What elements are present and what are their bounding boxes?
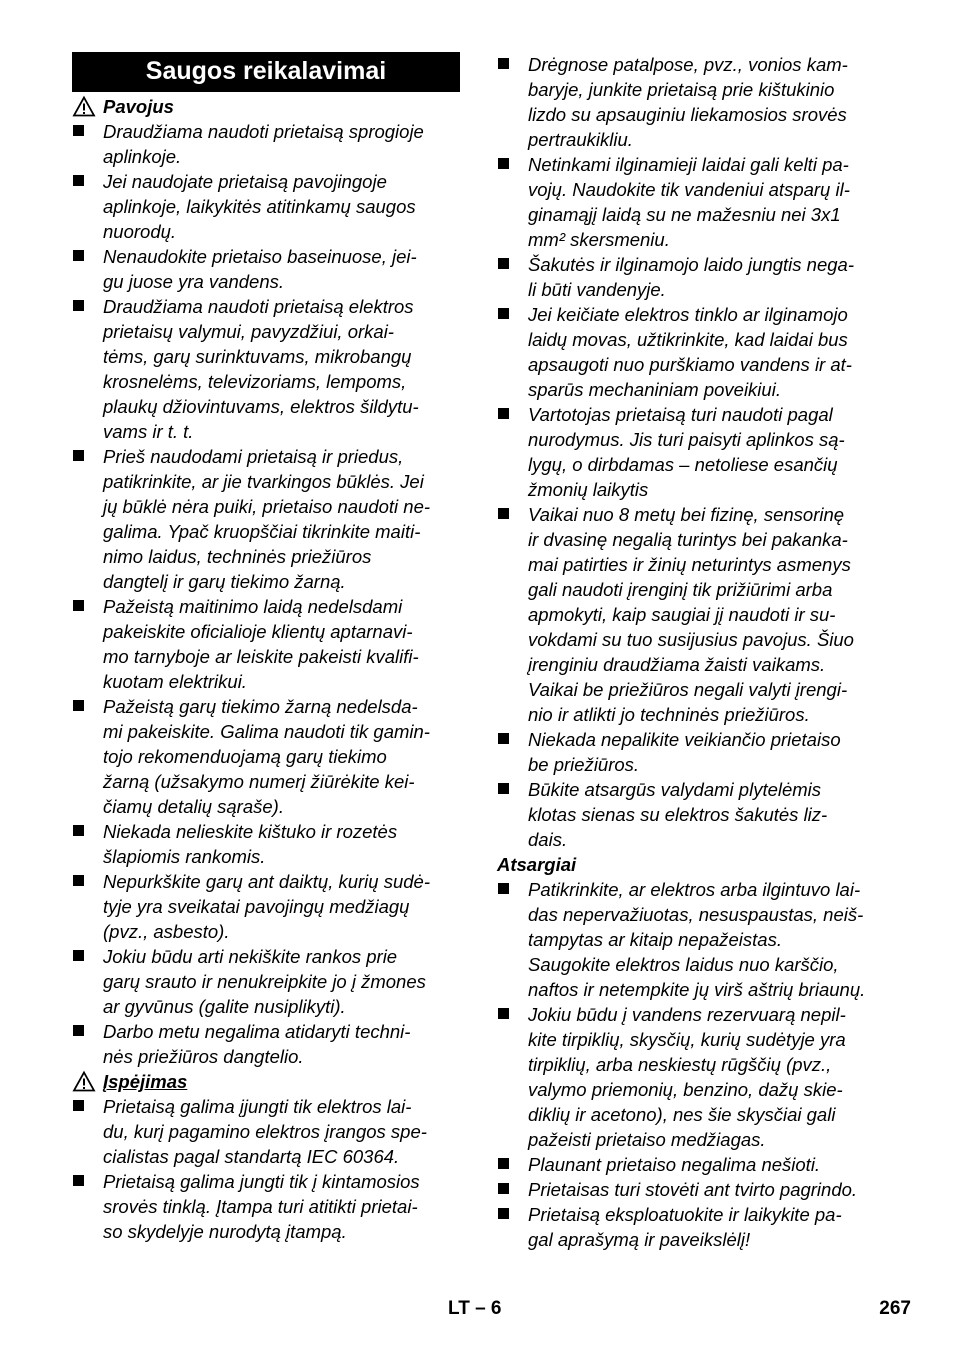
bullet-icon: [498, 408, 509, 419]
list-item-line: Šakutės ir ilginamojo laido jungtis nega-: [528, 254, 854, 275]
list-item-line: mi pakeiskite. Galima naudoti tik gamin-: [103, 721, 430, 742]
warning-triangle-icon: [72, 1069, 96, 1094]
bullet-icon: [73, 875, 84, 886]
list-item-line: Prietaisą galima jungti tik į kintamosios: [103, 1171, 420, 1192]
list-item-line: apmokyti, kaip saugiai jį naudoti ir su-: [528, 604, 836, 625]
list-item: [72, 444, 460, 594]
list-item-line: pakeiskite oficialioje klientų aptarnavi-: [103, 621, 413, 642]
list-item-line: lygų, o dirbdamas – netoliese esančių: [528, 454, 838, 475]
list-item-line: Pažeistą maitinimo laidą nedelsdami: [103, 596, 403, 617]
list-item-line: galima. Ypač kruopščiai tikrinkite maiti-: [103, 521, 421, 542]
list-item-line: vokdami su tuo susijusius pavojus. Šiuo: [528, 629, 854, 650]
list-item: [497, 502, 889, 727]
list-item-line: Draudžiama naudoti prietaisą sprogioje: [103, 121, 424, 142]
list-item: [497, 1202, 889, 1252]
list-item-line: Nepurkškite garų ant daiktų, kurių sudė-: [103, 871, 431, 892]
list-item-line: krosnelėms, televizoriams, lempoms,: [103, 371, 407, 392]
list-item-line: įrenginiu draudžiama žaisti vaikams.: [528, 654, 826, 675]
footer-page-number: 267: [879, 1298, 911, 1319]
bullet-icon: [498, 258, 509, 269]
bullet-icon: [498, 883, 509, 894]
list-item-line: ar gyvūnus (galite nusiplikyti).: [103, 996, 346, 1017]
list-item-line: Darbo metu negalima atidaryti techni-: [103, 1021, 411, 1042]
list-item-line: dangtelį ir garų tiekimo žarną.: [103, 571, 346, 592]
list-item: [72, 244, 460, 294]
list-item: [72, 1094, 460, 1169]
list-item-line: tampytas ar kitaip nepažeistas.: [528, 929, 782, 950]
list-item-line: Pažeistą garų tiekimo žarną nedelsda-: [103, 696, 418, 717]
list-item-line: Plaunant prietaiso negalima nešioti.: [528, 1154, 821, 1175]
list-item-line: vams ir t. t.: [103, 421, 194, 442]
bullet-icon: [498, 1158, 509, 1169]
list-item: [497, 1152, 889, 1177]
bullet-icon: [498, 1183, 509, 1194]
list-item-line: du, kurį pagamino elektros įrangos spe-: [103, 1121, 427, 1142]
list-item: [72, 1169, 460, 1244]
list-item-line: Nenaudokite prietaiso baseinuose, jei-: [103, 246, 417, 267]
bullet-icon: [498, 1208, 509, 1219]
list-item-line: lizdo su apsauginiu liekamosios srovės: [528, 104, 847, 125]
list-item: [497, 727, 889, 777]
list-item: [72, 119, 460, 169]
list-item-line: tėms, garų surinktuvams, mikrobangų: [103, 346, 412, 367]
list-item-line: garų srauto ir nenukreipkite jo į žmones: [103, 971, 426, 992]
list-item-line: mo tarnyboje ar leiskite pakeisti kvalifi-: [103, 646, 419, 667]
list-item-line: baryje, junkite prietaisą prie kištukinio: [528, 79, 835, 100]
list-item-line: Būkite atsargūs valydami plytelėmis: [528, 779, 822, 800]
list-item: [72, 944, 460, 1019]
list-item-line: Patikrinkite, ar elektros arba ilgintuvo lai-: [528, 879, 861, 900]
list-item-line: Netinkami ilginamieji laidai gali kelti pa-: [528, 154, 849, 175]
list-item-line: tyje yra sveikatai pavojingų medžiagų: [103, 896, 410, 917]
list-item-line: tojo rekomenduojamą garų tiekimo: [103, 746, 387, 767]
list-item-line: ginamąjį laidą su ne mažesniu nei 3x1: [528, 204, 841, 225]
list-item-line: naftos ir netempkite jų virš aštrių briaunų.: [528, 979, 866, 1000]
bullet-icon: [73, 600, 84, 611]
danger-list: [72, 119, 460, 1069]
list-item-line: das nepervažiuotas, nesuspaustas, neiš-: [528, 904, 864, 925]
list-item: [497, 402, 889, 502]
list-item: [72, 869, 460, 944]
list-item: [72, 819, 460, 869]
bullet-icon: [498, 308, 509, 319]
list-item-line: aplinkoje.: [103, 146, 182, 167]
section-title: Saugos reikalavimai: [72, 52, 460, 92]
bullet-icon: [498, 508, 509, 519]
list-item-line: Jei keičiate elektros tinklo ar ilginamojo: [528, 304, 848, 325]
list-item-line: gali naudoti įrenginį tik prižiūrimi arba: [528, 579, 833, 600]
list-item-line: nio ir atlikti jo techninės priežiūros.: [528, 704, 810, 725]
list-item-line: klotas sienas su elektros šakutės liz-: [528, 804, 828, 825]
bullet-icon: [73, 300, 84, 311]
list-item: [72, 594, 460, 694]
list-item-line: li būti vandenyje.: [528, 279, 666, 300]
bullet-icon: [498, 783, 509, 794]
bullet-icon: [73, 1025, 84, 1036]
list-item-line: diklių ir acetono), nes šie skysčiai gali: [528, 1104, 836, 1125]
list-item: [72, 1019, 460, 1069]
bullet-icon: [73, 250, 84, 261]
bullet-icon: [73, 1100, 84, 1111]
list-item-line: Jokiu būdu į vandens rezervuarą nepil-: [528, 1004, 846, 1025]
list-item-line: Saugokite elektros laidus nuo karščio,: [528, 954, 839, 975]
warning-triangle-icon: [72, 94, 96, 119]
list-item-line: pertraukikliu.: [528, 129, 633, 150]
warning-list: [72, 1094, 460, 1244]
list-item-line: patikrinkite, ar jie tvarkingos būklės. Jei: [103, 471, 424, 492]
list-item-line: žarną (užsakymo numerį žiūrėkite kei-: [103, 771, 415, 792]
danger-heading: [72, 94, 460, 119]
list-item-line: prietaisų valymui, pavyzdžiui, orkai-: [103, 321, 394, 342]
list-item-line: Prietaisą galima įjungti tik elektros lai-: [103, 1096, 412, 1117]
list-item: [72, 294, 460, 444]
list-item-line: čiamų detalių sąraše).: [103, 796, 284, 817]
list-item: [497, 52, 889, 152]
list-item-line: nurodymus. Jis turi paisyti aplinkos są-: [528, 429, 845, 450]
warning-heading-label: Įspėjimas: [103, 1071, 188, 1092]
list-item-line: mai patirties ir žinių neturintys asmenys: [528, 554, 851, 575]
list-item: [497, 1002, 889, 1152]
left-column: [72, 52, 460, 1244]
list-item-line: kite tirpiklių, skysčių, kurių sudėtyje yra: [528, 1029, 846, 1050]
list-item: [497, 1177, 889, 1202]
bullet-icon: [73, 950, 84, 961]
list-item-line: Draudžiama naudoti prietaisą elektros: [103, 296, 414, 317]
list-item-line: dais.: [528, 829, 568, 850]
list-item-line: Vaikai be priežiūros negali valyti įrengi-: [528, 679, 848, 700]
list-item: [497, 302, 889, 402]
list-item: [497, 152, 889, 252]
list-item-line: Prietaisas turi stovėti ant tvirto pagrindo.: [528, 1179, 858, 1200]
list-item-line: nimo laidus, techninės priežiūros: [103, 546, 372, 567]
list-item-line: Prieš naudodami prietaisą ir priedus,: [103, 446, 404, 467]
list-item-line: jų būklė nėra puiki, prietaiso naudoti ne-: [103, 496, 431, 517]
list-item: [497, 252, 889, 302]
bullet-icon: [498, 733, 509, 744]
list-item-line: gu juose yra vandens.: [103, 271, 285, 292]
list-item: [497, 777, 889, 852]
bullet-icon: [498, 58, 509, 69]
list-item-line: srovės tinklą. Įtampa turi atitikti prietai-: [103, 1196, 418, 1217]
list-item-line: be priežiūros.: [528, 754, 640, 775]
bullet-icon: [73, 175, 84, 186]
caution-heading: Atsargiai: [497, 854, 577, 875]
warning-heading: [72, 1069, 460, 1094]
list-item-line: Niekada nelieskite kištuko ir rozetės: [103, 821, 398, 842]
list-item: [72, 169, 460, 244]
list-item-line: ir dvasinę negalią turintys bei pakanka-: [528, 529, 848, 550]
list-item-line: so skydelyje nurodytą įtampą.: [103, 1221, 347, 1242]
list-item-line: laidų movas, užtikrinkite, kad laidai bus: [528, 329, 848, 350]
list-item-line: valymo priemonių, benzino, dažų skie-: [528, 1079, 843, 1100]
bullet-icon: [498, 1008, 509, 1019]
list-item-line: gal aprašymą ir paveikslėlį!: [528, 1229, 751, 1250]
list-item-line: plaukų džiovintuvams, elektros šildytu-: [103, 396, 419, 417]
list-item-line: pažeisti prietaiso medžiagas.: [528, 1129, 766, 1150]
list-item-line: (pvz., asbesto).: [103, 921, 230, 942]
danger-heading-label: Pavojus: [103, 96, 174, 117]
list-item-line: Vartotojas prietaisą turi naudoti pagal: [528, 404, 833, 425]
list-item-line: žmonių laikytis: [528, 479, 649, 500]
list-item: [497, 877, 889, 1002]
list-item-line: nuorodų.: [103, 221, 177, 242]
list-item-line: mm² skersmeniu.: [528, 229, 670, 250]
bullet-icon: [73, 450, 84, 461]
list-item-line: tirpiklių, arba neskiestų rūgščių (pvz.,: [528, 1054, 832, 1075]
bullet-icon: [73, 125, 84, 136]
bullet-icon: [498, 158, 509, 169]
right-column: [497, 52, 889, 1252]
list-item-line: sparūs mechaniniam poveikiui.: [528, 379, 781, 400]
list-item-line: Jei naudojate prietaisą pavojingoje: [103, 171, 387, 192]
list-item-line: šlapiomis rankomis.: [103, 846, 266, 867]
footer-section-label: LT – 6: [448, 1298, 502, 1319]
bullet-icon: [73, 825, 84, 836]
list-item-line: Jokiu būdu arti nekiškite rankos prie: [103, 946, 398, 967]
list-item-line: apsaugoti nuo purškiamo vandens ir at-: [528, 354, 852, 375]
list-item-line: aplinkoje, laikykitės atitinkamų saugos: [103, 196, 416, 217]
list-item-line: Drėgnose patalpose, pvz., vonios kam-: [528, 54, 848, 75]
list-item-line: vojų. Naudokite tik vandeniui atsparų il-: [528, 179, 850, 200]
list-item-line: cialistas pagal standartą IEC 60364.: [103, 1146, 400, 1167]
bullet-icon: [73, 700, 84, 711]
list-item-line: Vaikai nuo 8 metų bei fizinę, sensorinę: [528, 504, 845, 525]
bullet-icon: [73, 1175, 84, 1186]
list-item-line: Prietaisą eksploatuokite ir laikykite pa-: [528, 1204, 842, 1225]
caution-list: [497, 877, 889, 1252]
right-list: [497, 52, 889, 852]
list-item-line: Niekada nepalikite veikiančio prietaiso: [528, 729, 841, 750]
list-item: [72, 694, 460, 819]
list-item-line: nės priežiūros dangtelio.: [103, 1046, 304, 1067]
list-item-line: kuotam elektrikui.: [103, 671, 247, 692]
